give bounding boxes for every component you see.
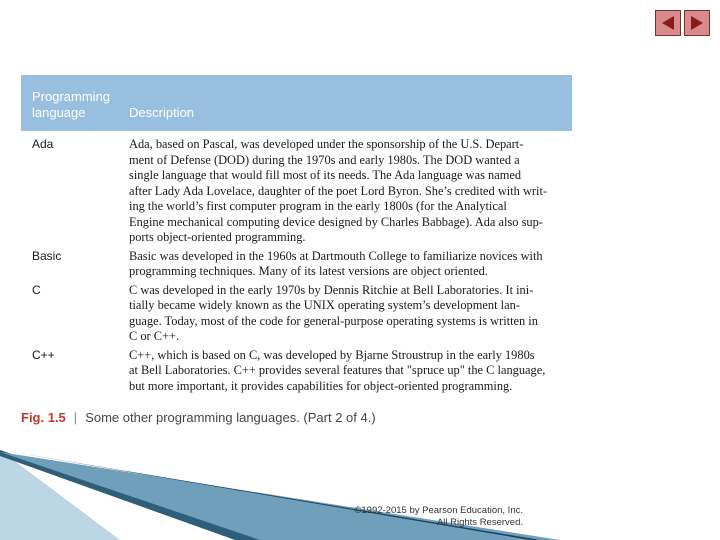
caption-separator: | [73, 410, 78, 425]
desc-line: C was developed in the early 1970s by Dennis Ritchie at Bell Laboratories. It ini- [129, 282, 534, 297]
prev-slide-button[interactable] [655, 10, 681, 36]
table-row [21, 283, 572, 345]
desc-line: but more important, it provides capabilities for object-oriented programming. [129, 378, 513, 393]
desc-line: C++, which is based on C, was developed by Bjarne Stroustrup in the early 1980s [129, 347, 535, 362]
slide-nav [655, 10, 710, 36]
table-row [21, 348, 572, 395]
desc-line: ment of Defense (DOD) during the 1970s and early 1980s. The DOD wanted a [129, 152, 520, 167]
figure-number: Fig. 1.5 [21, 410, 66, 425]
desc-line: single language that would fill most of its needs. The Ada language was named [129, 168, 522, 182]
copyright-line: ©1992-2015 by Pearson Education, Inc. [354, 505, 523, 516]
language-name: Ada [32, 137, 54, 151]
header-description: Description [129, 105, 195, 120]
desc-line: tially became widely known as the UNIX operating system’s development lan- [129, 298, 520, 312]
language-name: Basic [32, 248, 62, 263]
desc-line: after Lady Ada Lovelace, daughter of the poet Lord Byron. She’s credited with writ- [129, 183, 548, 198]
desc-line: Engine mechanical computing device designed by Charles Babbage). Ada also sup- [129, 214, 543, 229]
desc-line: guage. Today, most of the code for general-purpose operating systems is written in [129, 313, 538, 328]
language-description [129, 249, 571, 280]
desc-line: ing the world’s first computer program in the early 1800s (for the Analytical [129, 199, 507, 213]
language-name: C++ [32, 347, 55, 362]
next-slide-button[interactable] [684, 10, 710, 36]
desc-line: programming techniques. Many of its latest versions are object oriented. [129, 264, 488, 278]
table-row [21, 131, 572, 246]
desc-line: Basic was developed in the 1960s at Dartmouth College to familiarize novices with [129, 248, 543, 263]
language-description [129, 137, 571, 246]
table-header [21, 75, 572, 131]
figure-caption [21, 410, 376, 425]
desc-line: at Bell Laboratories. C++ provides several features that "spruce up" the C language, [129, 363, 546, 377]
caption-text: Some other programming languages. (Part 2 of 4.) [85, 410, 376, 425]
desc-line: C or C++. [129, 329, 180, 343]
desc-line: Ada, based on Pascal, was developed under the sponsorship of the U.S. Depart- [129, 137, 524, 151]
languages-table [21, 75, 572, 394]
language-description [129, 348, 571, 395]
back-arrow-icon [659, 14, 677, 32]
table-row [21, 249, 572, 280]
header-programming-language: Programming language [32, 89, 111, 120]
language-name: C [32, 282, 41, 297]
forward-arrow-icon [688, 14, 706, 32]
desc-line: ports object-oriented programming. [129, 230, 306, 244]
rights-line: All Rights Reserved. [436, 517, 523, 528]
language-description [129, 283, 571, 345]
copyright-notice [328, 505, 523, 529]
